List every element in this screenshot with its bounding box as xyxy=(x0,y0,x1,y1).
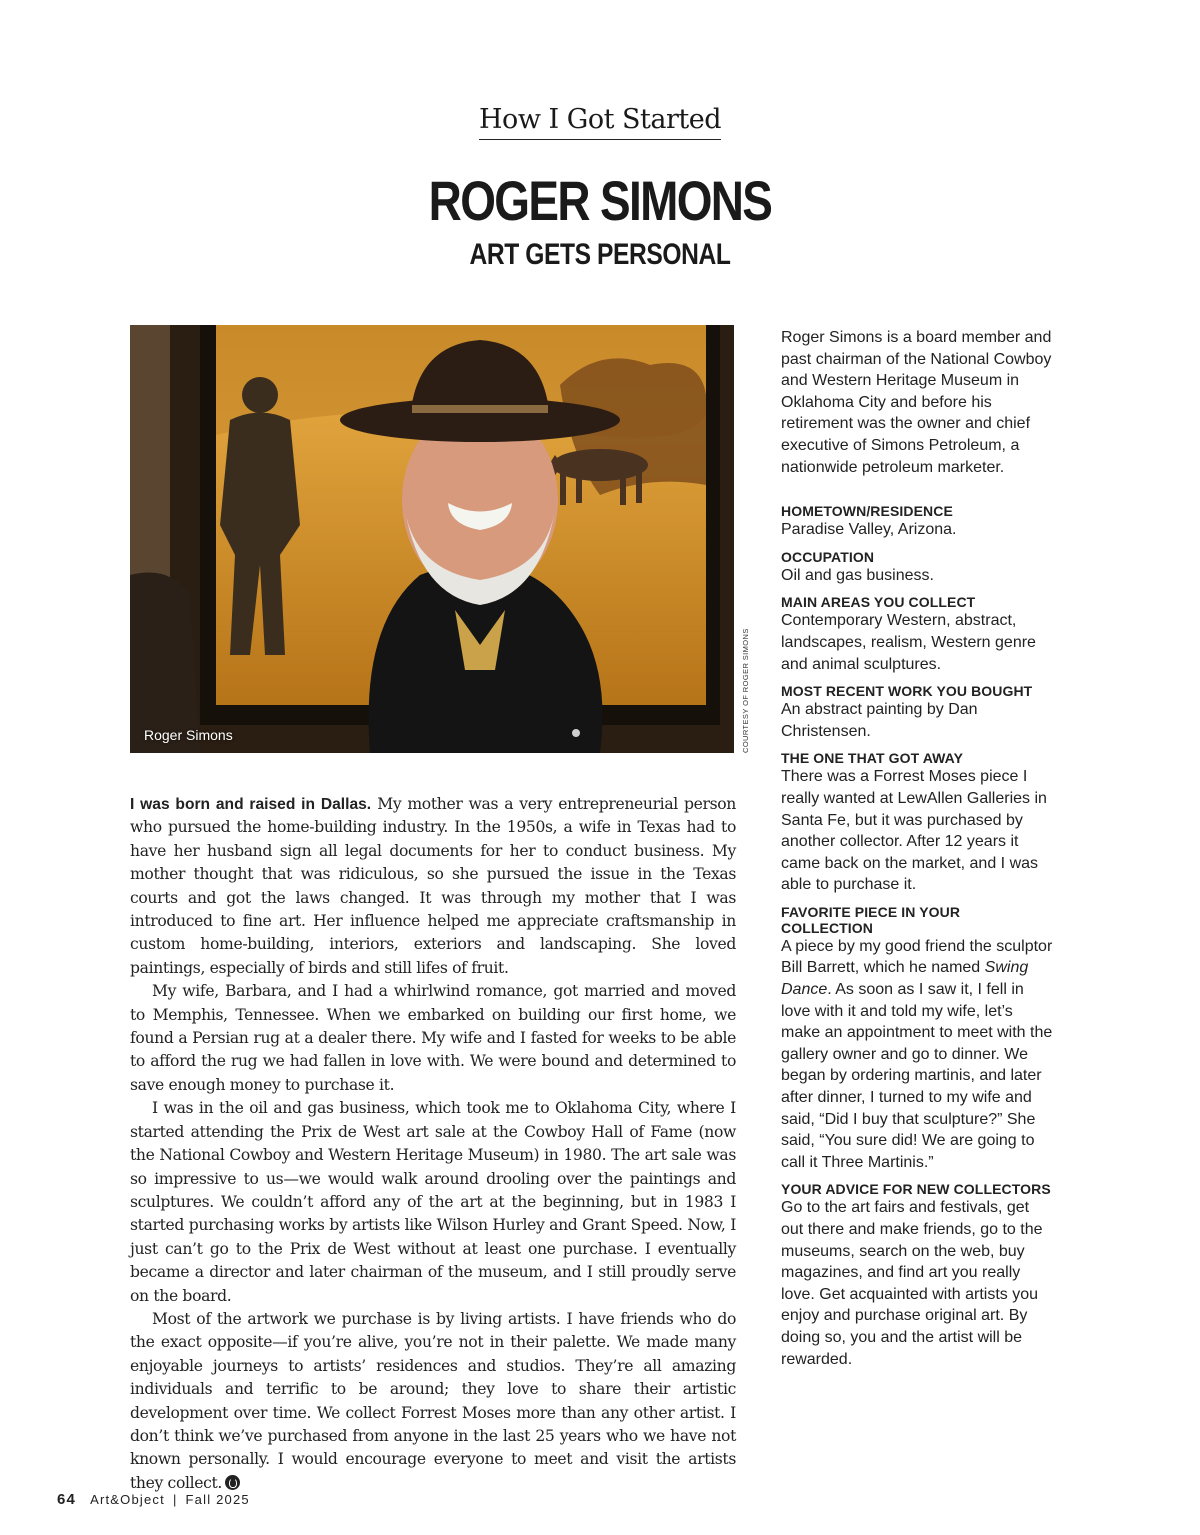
fact-label: MOST RECENT WORK YOU BOUGHT xyxy=(781,683,1033,700)
portrait-illustration xyxy=(130,325,734,753)
fact-text: Go to the art fairs and festivals, get out there and make friends, go to the museums, search on the web, buy magazines, and find art you really love. Get acquainted with artists you enjoy and purchase original art. By doing so, you and the artist will be rewarded. xyxy=(781,1199,1043,1368)
article-paragraph-text: Most of the artwork we purchase is by living artists. I have friends who do the exact opposite—if you’re alive, you’re not in their palette. We made many enjoyable journeys to artists’ residences and studios. They’re all amazing individuals and terrific to be around; they love to share their artistic development over time. We collect Forrest Moses more than any other artist. I don’t think we’ve purchased from anyone in the last 25 years who we have not known personally. I would encourage everyone to meet and visit the artists they collect. xyxy=(130,1309,736,1492)
section-label xyxy=(0,104,1200,140)
fact-label: YOUR ADVICE FOR NEW COLLECTORS xyxy=(781,1181,1051,1198)
article-title: ROGER SIMONS xyxy=(428,169,772,232)
fact-label: THE ONE THAT GOT AWAY xyxy=(781,750,964,767)
article-subtitle: ART GETS PERSONAL xyxy=(469,238,731,271)
section-label-text: How I Got Started xyxy=(479,104,721,140)
fact-item-occupation xyxy=(781,549,1053,587)
fact-item-favorite xyxy=(781,904,1053,1174)
sidebar-bio: Roger Simons is a board member and past chairman of the National Cowboy and Western Heritage Museum in Oklahoma City and before his retirement was the owner and chief executive of Simons Petroleum, a nationwide petroleum marketer. xyxy=(781,329,1052,476)
photo-caption: Roger Simons xyxy=(144,727,233,743)
fact-item-advice xyxy=(781,1181,1053,1370)
article-lead: I was born and raised in Dallas. xyxy=(130,796,372,813)
fact-label: OCCUPATION xyxy=(781,548,875,565)
portrait-photo xyxy=(130,325,734,753)
page-number: 64 xyxy=(57,1491,77,1508)
fact-label: HOMETOWN/RESIDENCE xyxy=(781,503,953,520)
fact-text: Paradise Valley, Arizona. xyxy=(781,521,957,539)
fact-label: FAVORITE PIECE IN YOUR COLLECTION xyxy=(781,903,961,936)
fact-sidebar xyxy=(781,327,1053,1378)
fact-text-part: A piece by my good friend the sculptor Bill Barrett, which he named xyxy=(781,937,1053,977)
article-paragraph xyxy=(130,1308,736,1495)
artwork-title: Swing Dance xyxy=(781,959,1029,999)
article-paragraph-text: My mother was a very entrepreneurial person who pursued the home-building industry. In the 1950s, a wife in Texas had to have her husband sign all legal documents for her to conduct business. My mother thought that was ridiculous, so she pursued the issue in the Texas courts and got the laws changed. It was through my mother that I was introduced to fine art. Her influence helped me appreciate craftsmanship in custom home-building, interiors, exteriors and landscaping. She loved paintings, especially of birds and still lifes of fruit. xyxy=(130,795,736,977)
fact-item-collect xyxy=(781,594,1053,675)
fact-item-got-away xyxy=(781,750,1053,896)
page-footer xyxy=(57,1491,250,1508)
fact-text: Oil and gas business. xyxy=(781,566,934,584)
publication-name: Art&Object xyxy=(90,1492,165,1507)
fact-text-part: . As soon as I saw it, I fell in love with it and told my wife, let’s make an appointment to meet with the gallery owner and go to dinner. We began by ordering martinis, and later after dinner, I turned to my wife and said, “Did I buy that sculpture?” She said, “You sure did! We are going to call it Three Martinis.” xyxy=(781,981,1053,1171)
fact-text: There was a Forrest Moses piece I really wanted at LewAllen Galleries in Santa Fe, but it was purchased by another collector. After 12 years it came back on the market, and I was able to purchase it. xyxy=(781,768,1047,894)
art-object-logo-icon xyxy=(225,1475,240,1490)
fact-text: Contemporary Western, abstract, landscapes, realism, Western genre and animal sculptures. xyxy=(781,612,1036,673)
photo-credit: COURTESY OF ROGER SIMONS xyxy=(741,628,750,753)
footer-separator: | xyxy=(172,1492,178,1507)
fact-item-hometown xyxy=(781,503,1053,541)
fact-text xyxy=(781,936,1053,1174)
fact-item-recent xyxy=(781,683,1053,742)
article-paragraph: I was in the oil and gas business, which took me to Oklahoma City, where I started attending the Prix de West art sale at the Cowboy Hall of Fame (now the National Cowboy and Western Heritage Museum) in 1980. The art sale was so impressive to us—we would walk around drooling over the paintings and sculptures. We couldn’t afford any of the art at the beginning, but in 1983 I started purchasing works by artists like Wilson Hurley and Grant Speed. Now, I just can’t go to the Prix de West without at least one purchase. I eventually became a director and later chairman of the museum, and I still proudly serve on the board. xyxy=(130,1099,736,1305)
article-paragraph: My wife, Barbara, and I had a whirlwind romance, got married and moved to Memphis, Tennessee. When we embarked on building our first home, we found a Persian rug at a dealer there. My wife and I fasted for weeks to be able to afford the rug we had fallen in love with. We were bound and determined to save enough money to purchase it. xyxy=(130,982,736,1094)
fact-text: An abstract painting by Dan Christensen. xyxy=(781,701,978,740)
article-body xyxy=(130,793,736,1495)
fact-label: MAIN AREAS YOU COLLECT xyxy=(781,594,976,611)
issue-label: Fall 2025 xyxy=(185,1492,250,1507)
article-paragraph xyxy=(130,793,736,980)
